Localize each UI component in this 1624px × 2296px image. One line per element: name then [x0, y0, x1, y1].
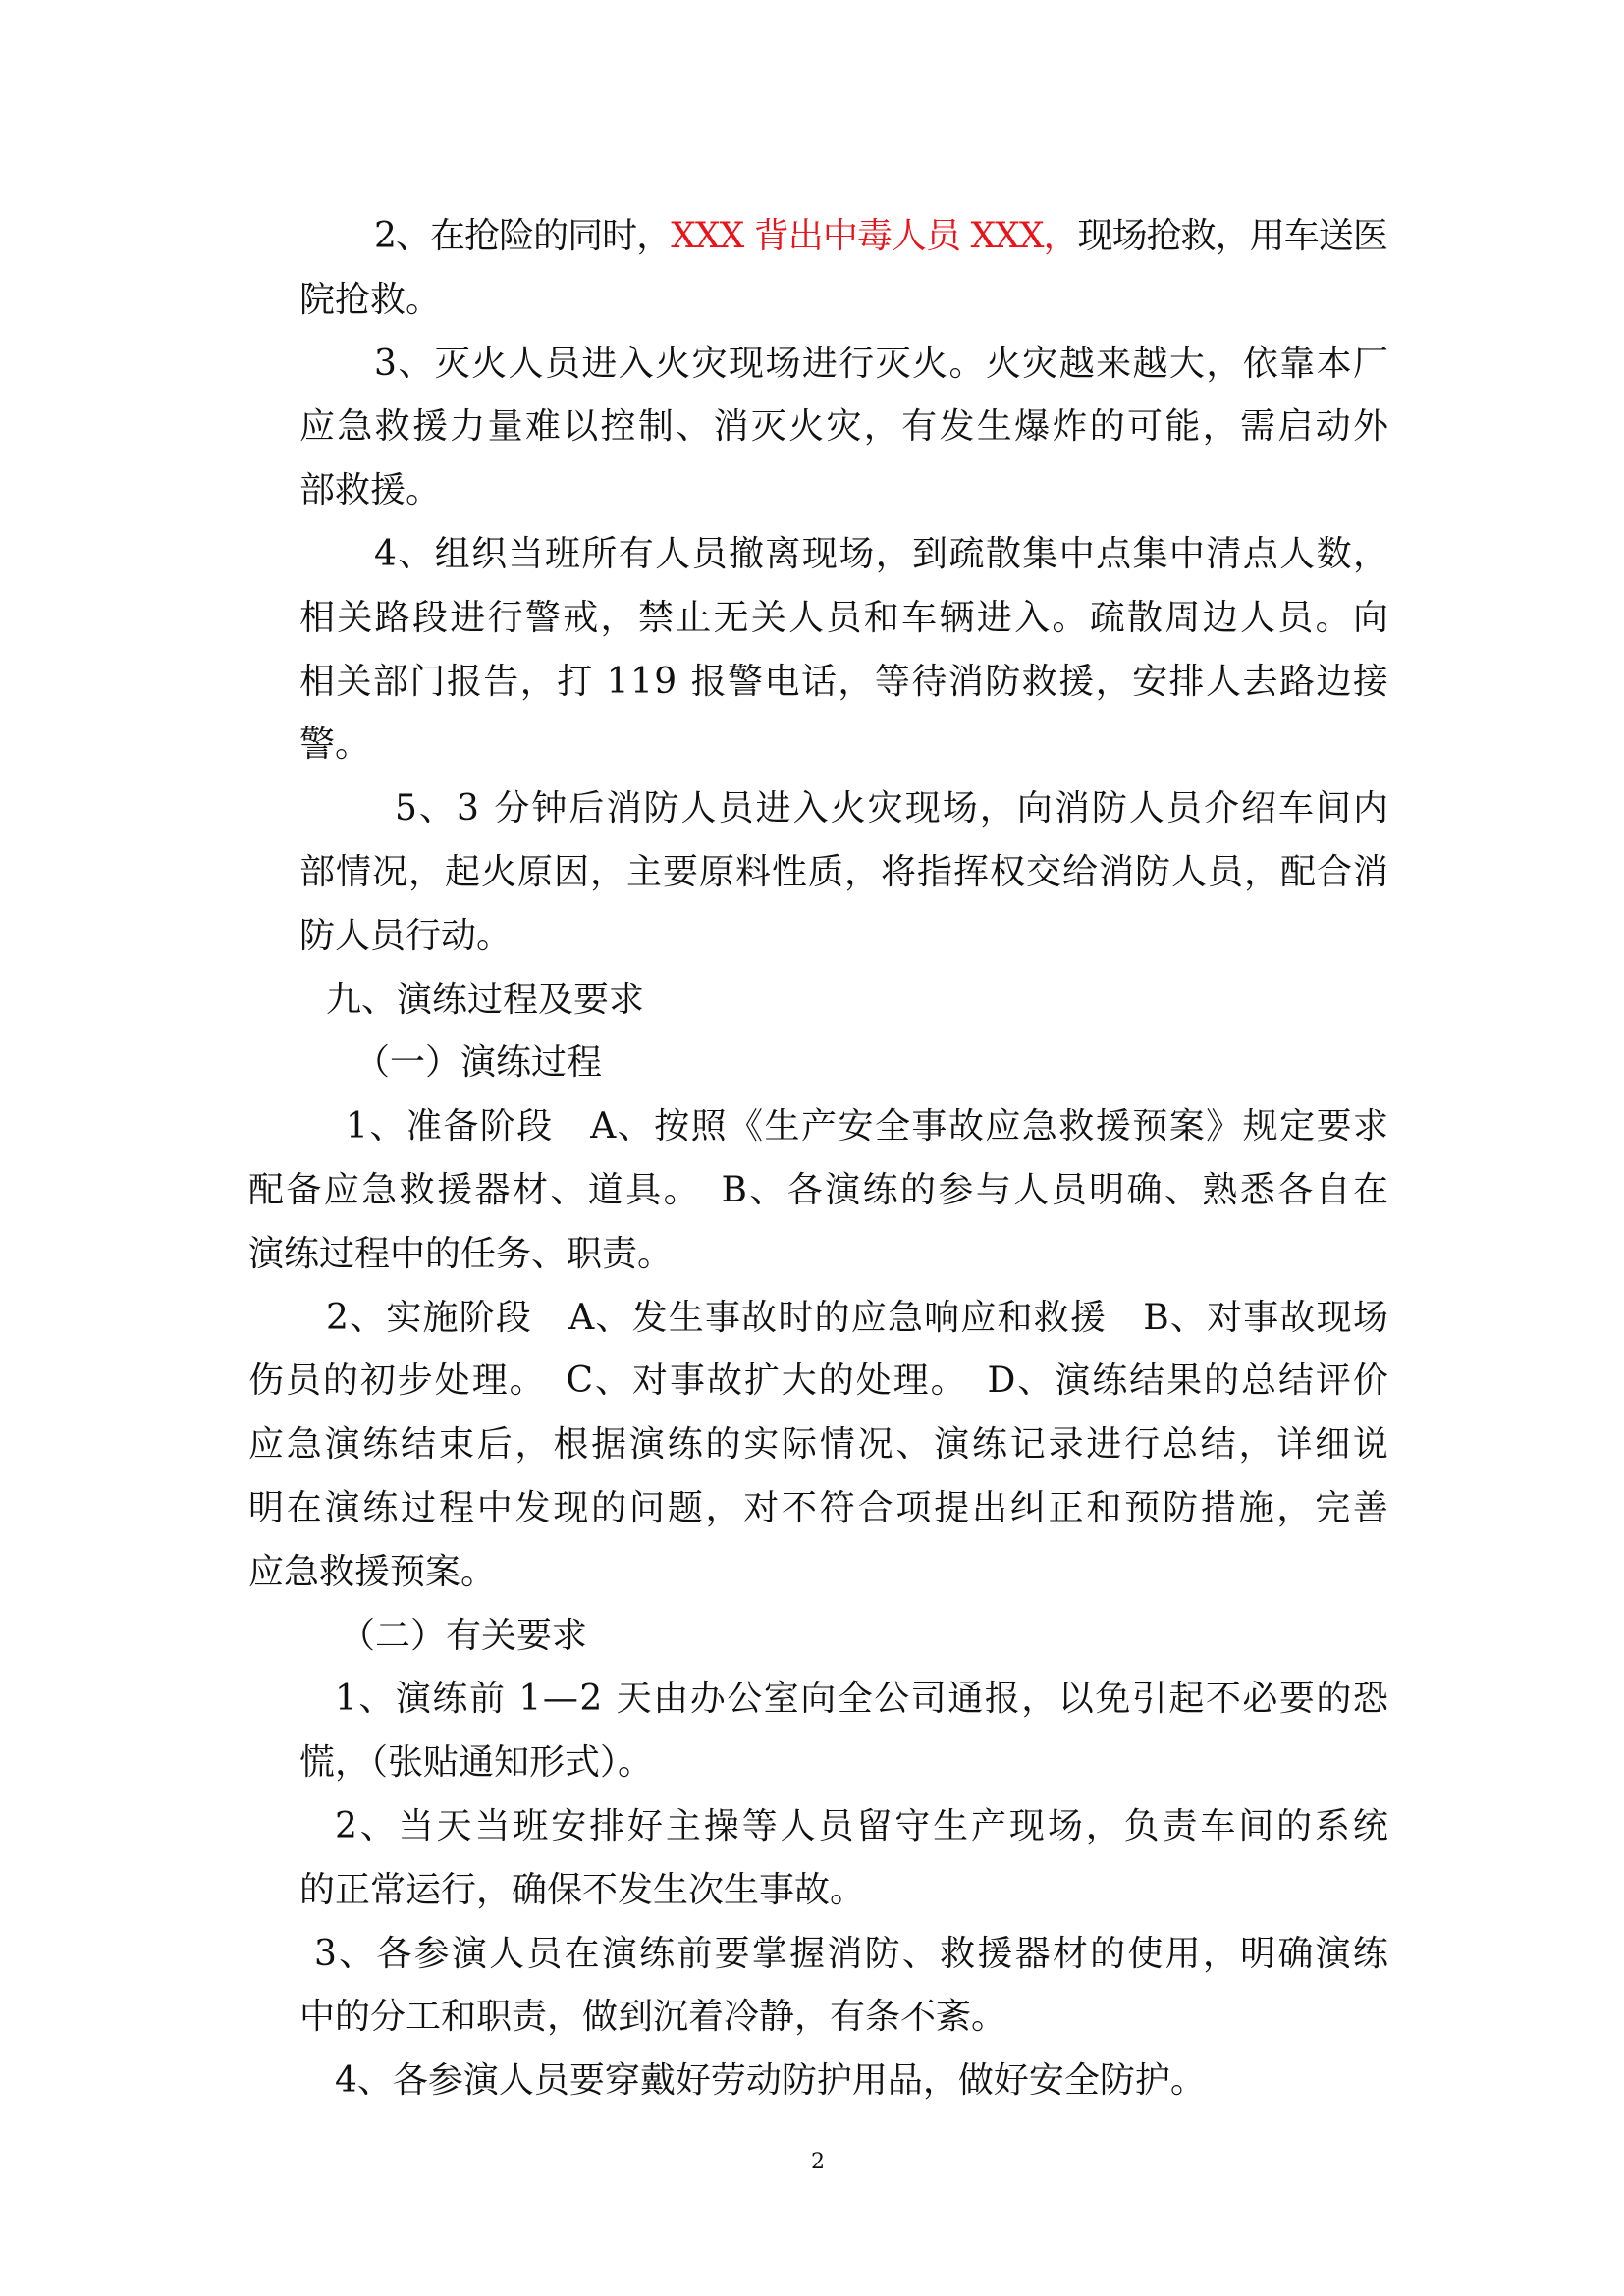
- text-line: 警。: [299, 724, 371, 766]
- text-line: [374, 205, 1387, 268]
- text-line: 3、各参演人员在演练前要掌握消防、救援器材的使用，明确演练: [314, 1933, 1391, 1974]
- text-line: 演练过程中的任务、职责。: [248, 1233, 674, 1274]
- page-number: 2: [811, 2150, 825, 2174]
- text-line: 慌，（张贴通知形式）。: [299, 1742, 654, 1784]
- text-line: 相关部门报告，打 119 报警电话，等待消防救援，安排人去路边接: [299, 661, 1390, 702]
- text-line: 2、当天当班安排好主操等人员留守生产现场，负责车间的系统: [335, 1806, 1391, 1846]
- text-line: 1、准备阶段 A、按照《生产安全事故应急救援预案》规定要求: [346, 1106, 1390, 1148]
- text-line: 明在演练过程中发现的问题，对不符合项提出纠正和预防措施，完善: [248, 1488, 1391, 1528]
- text-line: （一）演练过程: [354, 1042, 603, 1084]
- text-line: 防人员行动。: [299, 915, 513, 956]
- text-line: 九、演练过程及要求: [326, 979, 645, 1020]
- text-line: 应急救援力量难以控制、消灭火灾，有发生爆炸的可能，需启动外: [299, 406, 1391, 448]
- text-line: 2、实施阶段 A、发生事故时的应急响应和救援 B、对事故现场: [326, 1297, 1390, 1338]
- text-line: 部情况，起火原因，主要原料性质，将指挥权交给消防人员，配合消: [299, 852, 1390, 892]
- text-line: 应急演练结束后，根据演练的实际情况、演练记录进行总结，详细说: [248, 1424, 1391, 1466]
- text-segment: 现场抢救，用车送医: [1077, 216, 1387, 256]
- text-line: 4、组织当班所有人员撤离现场，到疏散集中点集中清点人数，: [374, 534, 1390, 574]
- text-line: （二）有关要求: [340, 1615, 588, 1656]
- text-line: 4、各参演人员要穿戴好劳动防护用品，做好安全防护。: [335, 2060, 1206, 2102]
- text-line: 3、灭火人员进入火灾现场进行灭火。火灾越来越大，依靠本厂: [374, 343, 1390, 384]
- text-line: 伤员的初步处理。 C、对事故扩大的处理。 D、演练结果的总结评价: [248, 1361, 1390, 1402]
- text-line: 1、演练前 1—2 天由办公室向全公司通报，以免引起不必要的恐: [335, 1679, 1390, 1720]
- highlighted-text: XXX 背出中毒人员 XXX，: [671, 216, 1078, 256]
- text-line: 中的分工和职责，做到沉着冷静，有条不紊。: [299, 1997, 1007, 2038]
- text-line: 应急救援预案。: [248, 1551, 497, 1592]
- text-segment: 2、在抢险的同时，: [374, 216, 672, 256]
- text-line: 部救援。: [299, 470, 442, 511]
- text-line: 相关路段进行警戒，禁止无关人员和车辆进入。疏散周边人员。向: [299, 597, 1391, 638]
- text-line: 的正常运行，确保不发生次生事故。: [299, 1869, 866, 1910]
- text-line: 院抢救。: [299, 279, 442, 320]
- text-line: 配备应急救援器材、道具。 B、各演练的参与人员明确、熟悉各自在: [248, 1170, 1391, 1210]
- text-line: 5、3 分钟后消防人员进入火灾现场，向消防人员介绍车间内: [395, 788, 1391, 829]
